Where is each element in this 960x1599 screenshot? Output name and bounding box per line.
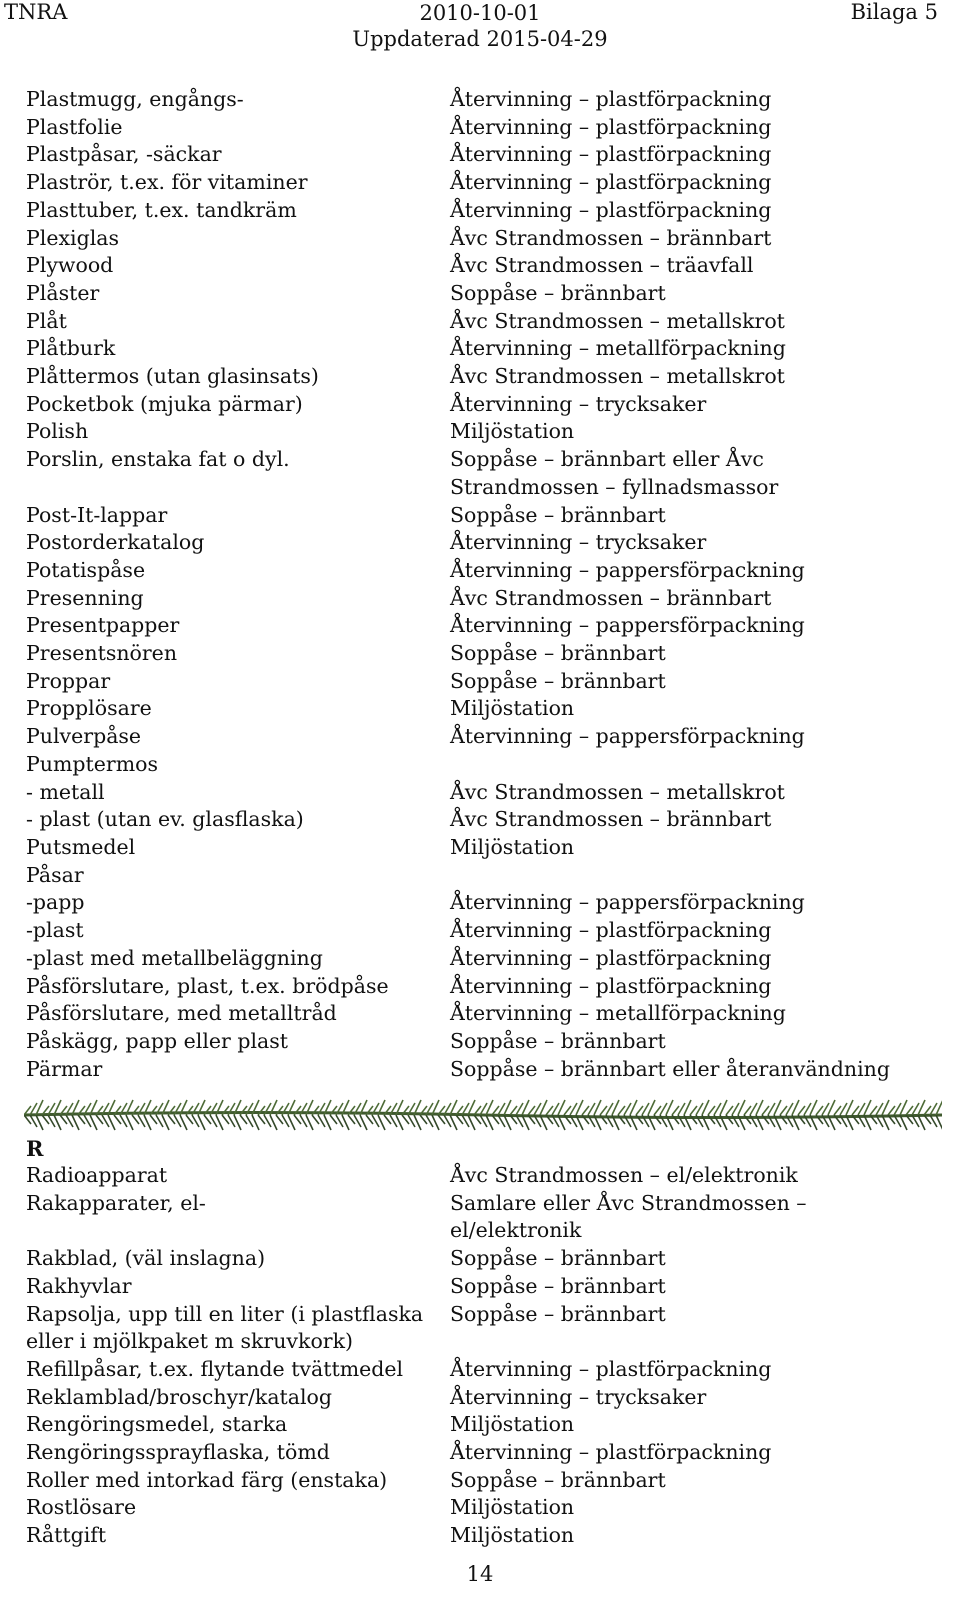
disposal-method: Återvinning – plastförpackning [450,170,772,195]
header-updated: Uppdaterad 2015-04-29 [352,27,608,51]
disposal-method: Miljöstation [450,419,575,444]
item-name: Plasttuber, t.ex. tandkräm [26,197,297,222]
item-name: -papp [26,890,85,915]
section-letter-r: R [26,1136,44,1161]
table-row [26,585,946,613]
item-name: Plastpåsar, -säckar [26,142,222,167]
table-row [26,169,946,197]
table-row [26,1301,946,1356]
item-name: Påsförslutare, plast, t.ex. brödpåse [26,973,389,998]
table-row [26,945,946,973]
table-row [26,1384,946,1412]
item-name: Radioapparat [26,1163,168,1187]
pine-garland-divider [24,1098,942,1132]
table-row [26,280,946,308]
table-row [26,1028,946,1056]
item-name: Refillpåsar, t.ex. flytande tvättmedel [26,1356,404,1381]
disposal-method: Återvinning – metallförpackning [450,336,786,361]
item-name: Presentsnören [26,641,178,666]
item-name: Rakblad, (väl inslagna) [26,1246,266,1271]
table-row [26,114,946,142]
disposal-method: Soppåse – brännbart [450,668,666,693]
disposal-method: Återvinning – plastförpackning [450,1440,772,1465]
item-name: Plywood [26,253,114,278]
table-row [26,640,946,668]
disposal-method: Soppåse – brännbart [450,1028,666,1053]
table-row [26,335,946,363]
table-row [26,1190,946,1245]
disposal-method: Soppåse – brännbart [450,502,666,527]
item-name: Roller med intorkad färg (enstaka) [26,1467,388,1492]
item-name: Post-It-lappar [26,502,168,527]
item-name: -plast [26,918,84,943]
table-row [26,391,946,419]
disposal-method: Soppåse – brännbart eller återanvändning [450,1056,890,1081]
disposal-method: Åvc Strandmossen – träavfall [450,253,754,278]
disposal-method [450,862,900,890]
item-name: Pulverpåse [26,724,142,749]
disposal-method: Soppåse – brännbart eller Åvc Strandmossen – fyllnadsmassor [450,447,779,499]
table-row [26,723,946,751]
table-row [26,252,946,280]
item-name: Rostlösare [26,1495,137,1520]
disposal-method: Återvinning – pappersförpackning [450,724,805,749]
table-row [26,1162,946,1190]
item-name: Rengöringssprayflaska, tömd [26,1440,330,1465]
item-name: Putsmedel [26,834,136,859]
item-name: Plåtburk [26,336,116,361]
disposal-method: Återvinning – pappersförpackning [450,890,805,915]
table-row [26,86,946,114]
disposal-method: Återvinning – plastförpackning [450,142,772,167]
item-name: Rapsolja, upp till en liter (i plastflaska eller i mjölkpaket m skruvkork) [26,1301,424,1354]
table-row [26,529,946,557]
disposal-method: Soppåse – brännbart [450,641,666,666]
disposal-method: Återvinning – pappersförpackning [450,557,805,582]
disposal-method: Återvinning – trycksaker [450,1384,707,1409]
item-name: Presentpapper [26,613,180,638]
section-r-list [26,1162,946,1550]
table-row [26,889,946,917]
table-row [26,446,946,501]
item-name: Påsar [26,862,84,887]
item-name: - metall [26,779,105,804]
disposal-method: Miljöstation [450,1412,575,1437]
table-row [26,779,946,807]
item-name: Potatispåse [26,557,146,582]
item-name: Rakhyvlar [26,1273,132,1298]
item-name: Plastfolie [26,114,123,139]
table-row [26,308,946,336]
disposal-method: Återvinning – plastförpackning [450,197,772,222]
item-name: Postorderkatalog [26,530,205,555]
item-name: - plast (utan ev. glasflaska) [26,807,304,832]
disposal-method: Åvc Strandmossen – metallskrot [450,364,785,389]
disposal-method: Soppåse – brännbart [450,1301,666,1326]
disposal-method: Miljöstation [450,834,575,859]
table-row [26,197,946,225]
item-name: Polish [26,419,89,444]
item-name: Råttgift [26,1523,107,1548]
table-row [26,418,946,446]
header-right: Bilaga 5 [850,0,938,24]
table-row [26,973,946,1001]
table-row [26,141,946,169]
disposal-method: Åvc Strandmossen – el/elektronik [450,1163,798,1187]
item-name: Plåster [26,280,100,305]
disposal-method: Soppåse – brännbart [450,280,666,305]
item-name: Påskägg, papp eller plast [26,1028,288,1053]
disposal-method: Återvinning – trycksaker [450,530,707,555]
item-name: Rakapparater, el- [26,1190,206,1215]
table-row [26,695,946,723]
disposal-method: Åvc Strandmossen – metallskrot [450,779,785,804]
disposal-method: Åvc Strandmossen – brännbart [450,585,772,610]
disposal-method: Samlare eller Åvc Strandmossen – el/elektronik [450,1190,807,1243]
item-name: Reklamblad/broschyr/katalog [26,1384,333,1409]
table-row [26,1494,946,1522]
disposal-method: Miljöstation [450,1495,575,1520]
item-name: Pocketbok (mjuka pärmar) [26,391,303,416]
page-number: 14 [466,1562,494,1586]
disposal-method: Återvinning – plastförpackning [450,87,772,111]
table-row [26,557,946,585]
table-row [26,1439,946,1467]
disposal-method: Åvc Strandmossen – metallskrot [450,308,785,333]
disposal-method: Soppåse – brännbart [450,1467,666,1492]
item-name: -plast med metallbeläggning [26,945,323,970]
item-name: Proppar [26,668,111,693]
item-name: Påsförslutare, med metalltråd [26,1001,337,1026]
item-name: Rengöringsmedel, starka [26,1412,288,1437]
table-row [26,502,946,530]
disposal-method: Återvinning – plastförpackning [450,945,772,970]
table-row [26,612,946,640]
item-name: Pärmar [26,1056,103,1081]
disposal-method: Åvc Strandmossen – brännbart [450,807,772,832]
disposal-method: Återvinning – plastförpackning [450,973,772,998]
disposal-method: Soppåse – brännbart [450,1246,666,1271]
item-name: Propplösare [26,696,152,721]
table-row [26,1467,946,1495]
disposal-method [450,751,900,779]
table-row [26,1245,946,1273]
table-row [26,1273,946,1301]
disposal-method: Återvinning – plastförpackning [450,918,772,943]
disposal-method: Återvinning – trycksaker [450,391,707,416]
item-name: Plastmugg, engångs- [26,87,244,111]
table-row [26,806,946,834]
disposal-method: Miljöstation [450,696,575,721]
item-name: Pumptermos [26,751,159,776]
disposal-method: Återvinning – metallförpackning [450,1001,786,1026]
table-row [26,1356,946,1384]
disposal-method: Återvinning – pappersförpackning [450,613,805,638]
disposal-method: Återvinning – plastförpackning [450,1356,772,1381]
item-name: Porslin, enstaka fat o dyl. [26,447,290,472]
item-name: Presenning [26,585,144,610]
section-p-list [26,86,946,1083]
item-name: Plaströr, t.ex. för vitaminer [26,170,308,195]
table-row [26,1000,946,1028]
disposal-method: Återvinning – plastförpackning [450,114,772,139]
table-row [26,862,946,890]
item-name: Plåt [26,308,67,333]
table-row [26,751,946,779]
table-row [26,668,946,696]
table-row [26,225,946,253]
disposal-method: Åvc Strandmossen – brännbart [450,225,772,250]
table-row [26,917,946,945]
header-left: TNRA [4,0,68,24]
table-row [26,1056,946,1084]
table-row [26,1411,946,1439]
table-row [26,1522,946,1550]
table-row [26,834,946,862]
header-date: 2010-10-01 [419,1,541,25]
header-center [0,0,960,52]
disposal-method: Miljöstation [450,1523,575,1548]
item-name: Plexiglas [26,225,120,250]
disposal-method: Soppåse – brännbart [450,1273,666,1298]
table-row [26,363,946,391]
item-name: Plåttermos (utan glasinsats) [26,364,319,389]
